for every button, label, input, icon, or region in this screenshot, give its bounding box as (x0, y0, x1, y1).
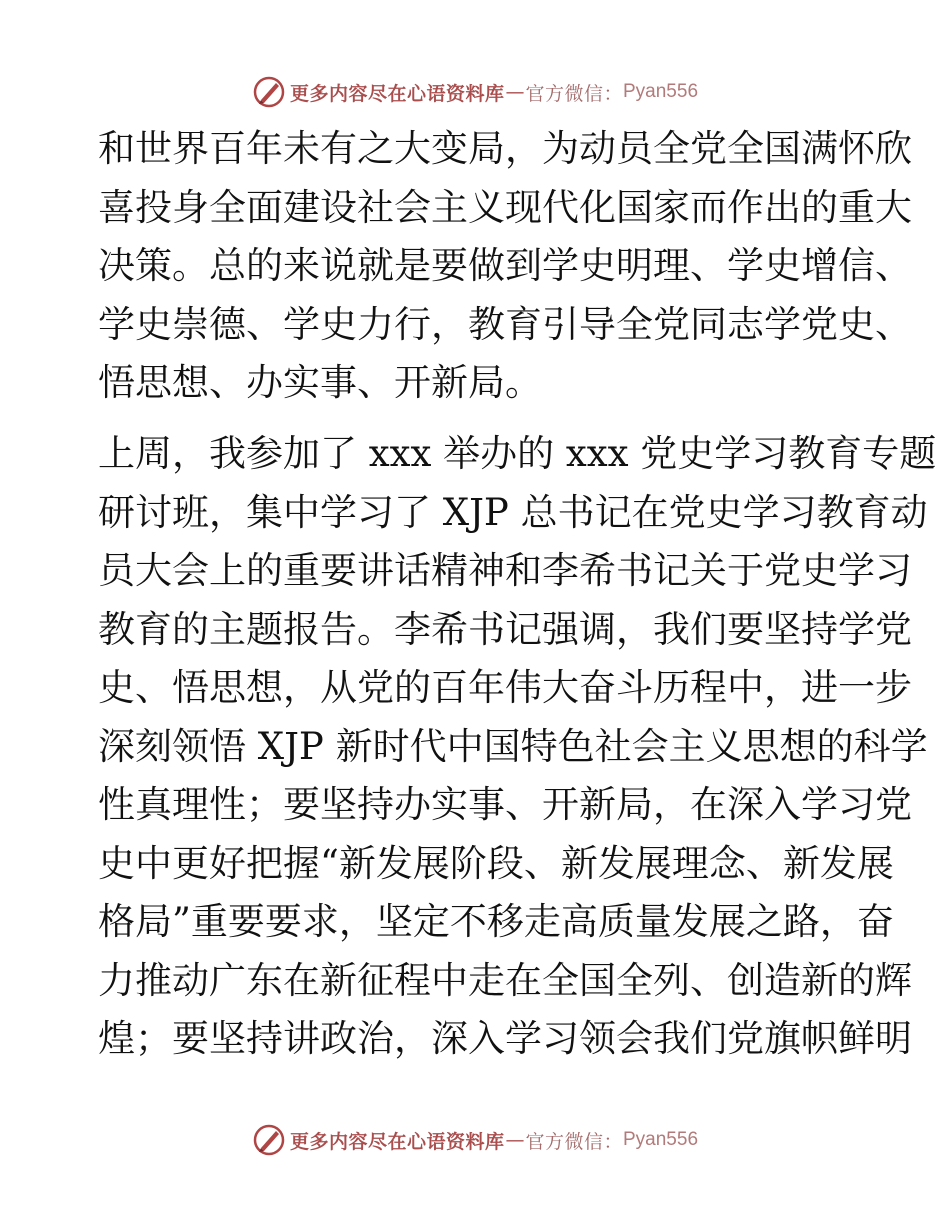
text-line: 煌；要坚持讲政治，深入学习领会我们党旗帜鲜明 (98, 1017, 912, 1060)
text-line: 员大会上的重要讲话精神和李希书记关于党史学习 (98, 549, 912, 592)
text-line: 研讨班，集中学习了 XJP 总书记在党史学习教育动 (98, 490, 928, 534)
paragraph-1 (98, 120, 912, 413)
text-line: 决策。总的来说就是要做到学史明理、学史增信、 (98, 244, 912, 287)
watermark-dash: — (505, 81, 525, 103)
text-line: 学史崇德、学史力行，教育引导全党同志学党史、 (98, 302, 912, 346)
watermark-prefix: 更多内容尽在心语资料库 (289, 1130, 505, 1153)
text-line: 喜投身全面建设社会主义现代化国家而作出的重大 (98, 185, 912, 229)
watermark-dash: — (505, 1129, 525, 1151)
text-line: 力推动广东在新征程中走在全国全列、创造新的辉 (98, 958, 912, 1002)
text-line: 格局”重要要求，坚定不移走高质量发展之路，奋 (98, 900, 894, 943)
text-line: 史中更好把握“新发展阶段、新发展理念、新发展 (98, 841, 894, 885)
text-line: 悟思想、办实事、开新局。 (98, 361, 542, 404)
header-watermark-banner (0, 72, 950, 112)
watermark-wechat-label: 官方微信： (525, 82, 623, 105)
text-line: 性真理性；要坚持办实事、开新局，在深入学习党 (98, 783, 912, 826)
text-line: 深刻领悟 XJP 新时代中国特色社会主义思想的科学 (98, 724, 928, 768)
footer-watermark-banner (0, 1120, 950, 1160)
watermark-wechat-id: Pyan556 (623, 81, 699, 102)
text-line: 教育的主题报告。李希书记强调，我们要坚持学党 (98, 607, 912, 651)
text-line: 史、悟思想，从党的百年伟大奋斗历程中，进一步 (98, 666, 912, 709)
watermark-prefix: 更多内容尽在心语资料库 (289, 82, 505, 105)
paragraph-2 (98, 425, 937, 1069)
text-line: 上周，我参加了 xxx 举办的 xxx 党史学习教育专题 (98, 432, 937, 475)
watermark-wechat-label: 官方微信： (525, 1130, 623, 1153)
text-line: 和世界百年未有之大变局，为动员全党全国满怀欣 (98, 127, 912, 170)
pen-logo-icon (252, 75, 286, 109)
watermark-wechat-id: Pyan556 (623, 1129, 699, 1150)
pen-logo-icon (252, 1123, 286, 1157)
